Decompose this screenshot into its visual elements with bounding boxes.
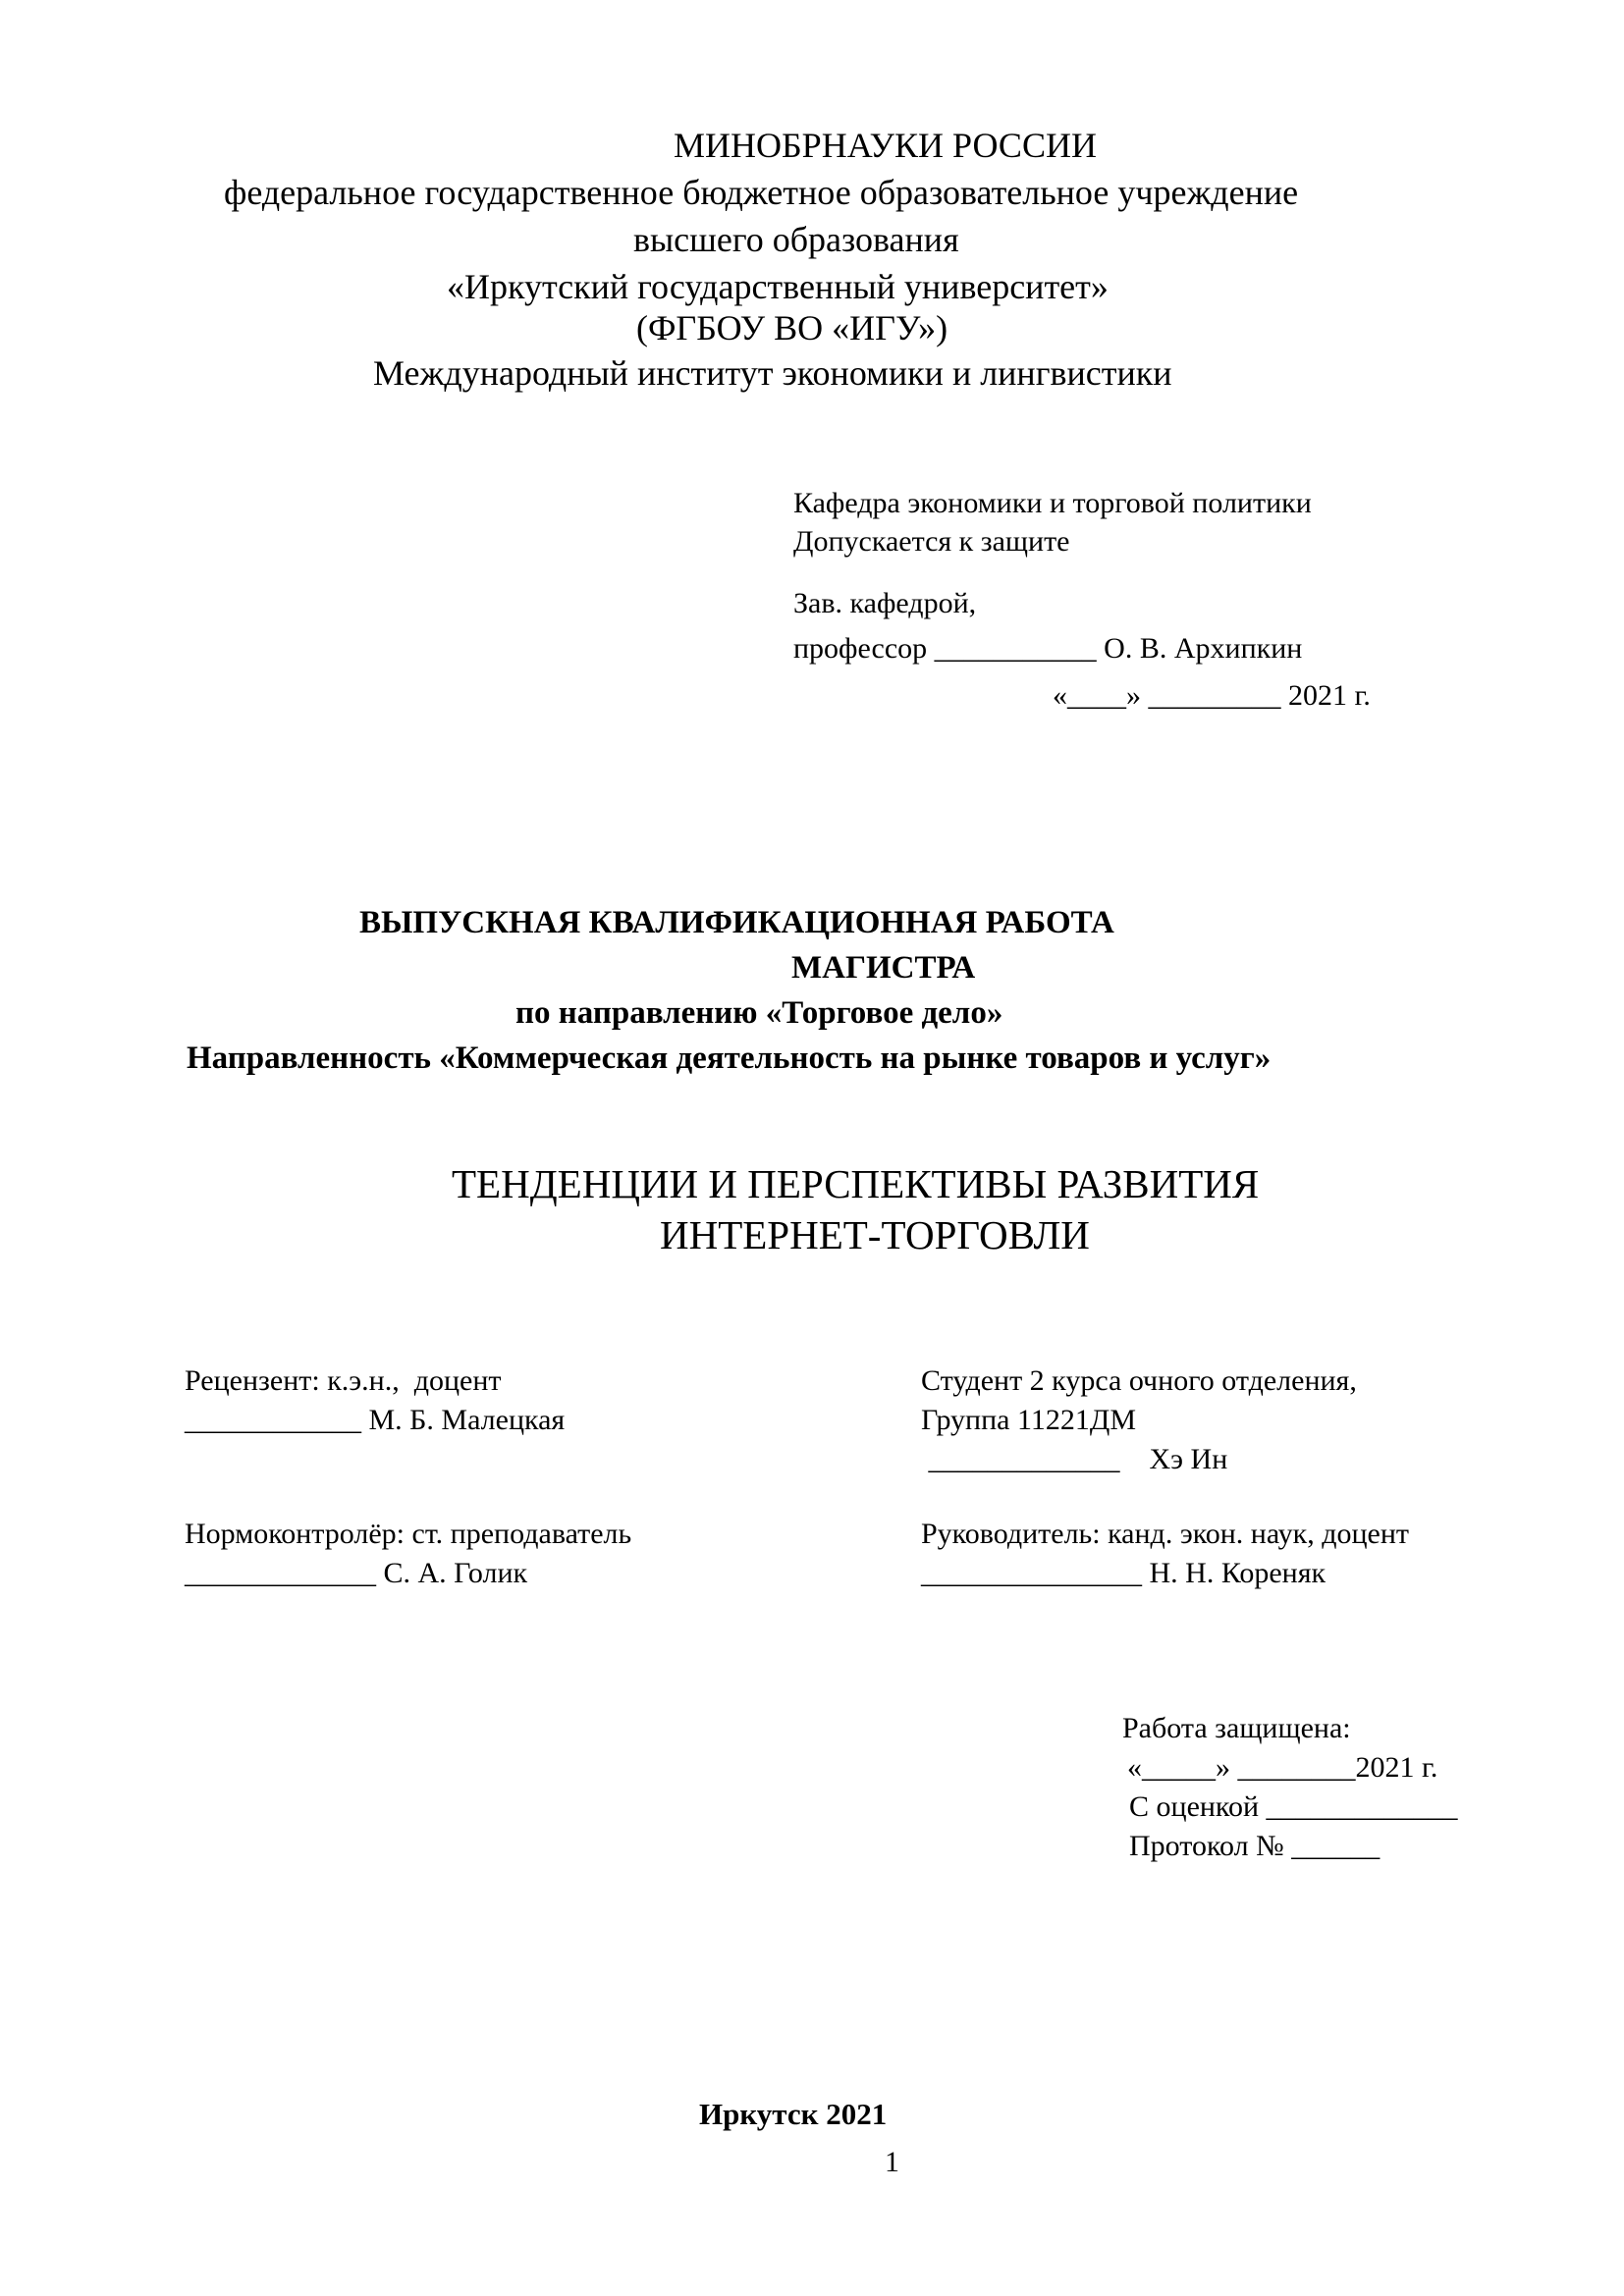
institution-type: федеральное государственное бюджетное образовательное учреждение [224, 173, 1299, 212]
study-direction: по направлению «Торговое дело» [515, 995, 1003, 1031]
department-name: Кафедра экономики и торговой политики [793, 487, 1312, 519]
university-name: «Иркутский государственный университет» [447, 267, 1109, 306]
student-title: Студент 2 курса очного отделения, [921, 1364, 1357, 1397]
study-orientation: Направленность «Коммерческая деятельность на рынке товаров и услуг» [187, 1041, 1272, 1076]
thesis-topic-line2: ИНТЕРНЕТ-ТОРГОВЛИ [660, 1212, 1090, 1257]
student-group: Группа 11221ДМ [921, 1404, 1137, 1436]
education-level: высшего образования [633, 220, 959, 259]
approval-date-line: «____» _________ 2021 г. [1053, 679, 1371, 712]
page-number: 1 [885, 2146, 899, 2178]
normcontrol-signature-line: _____________ С. А. Голик [185, 1557, 528, 1589]
work-type-line2: МАГИСТРА [791, 950, 976, 986]
department-head-title: Зав. кафедрой, [793, 587, 977, 619]
defense-protocol-line: Протокол № ______ [1129, 1830, 1380, 1862]
university-abbreviation: (ФГБОУ ВО «ИГУ») [636, 308, 948, 347]
city-year: Иркутск 2021 [699, 2097, 888, 2131]
thesis-topic-line1: ТЕНДЕНЦИИ И ПЕРСПЕКТИВЫ РАЗВИТИЯ [452, 1161, 1260, 1206]
normcontrol-title: Нормоконтролёр: ст. преподаватель [185, 1518, 632, 1550]
work-type-line1: ВЫПУСКНАЯ КВАЛИФИКАЦИОННАЯ РАБОТА [359, 905, 1114, 940]
admitted-to-defense: Допускается к защите [793, 525, 1070, 558]
reviewer-signature-line: ____________ М. Б. Малецкая [185, 1404, 566, 1436]
student-signature-line: _____________ Хэ Ин [921, 1443, 1228, 1475]
supervisor-signature-line: _______________ Н. Н. Кореняк [921, 1557, 1326, 1589]
reviewer-title: Рецензент: к.э.н., доцент [185, 1364, 502, 1397]
professor-signature-line: профессор ___________ О. В. Архипкин [793, 632, 1303, 665]
defense-grade-line: С оценкой _____________ [1129, 1790, 1458, 1823]
ministry-name: МИНОБРНАУКИ РОССИИ [674, 126, 1097, 165]
defense-date-line: «_____» ________2021 г. [1127, 1751, 1438, 1784]
defense-title: Работа защищена: [1122, 1712, 1351, 1744]
institute-name: Международный институт экономики и лингвистики [373, 353, 1172, 393]
supervisor-title: Руководитель: канд. экон. наук, доцент [921, 1518, 1410, 1550]
